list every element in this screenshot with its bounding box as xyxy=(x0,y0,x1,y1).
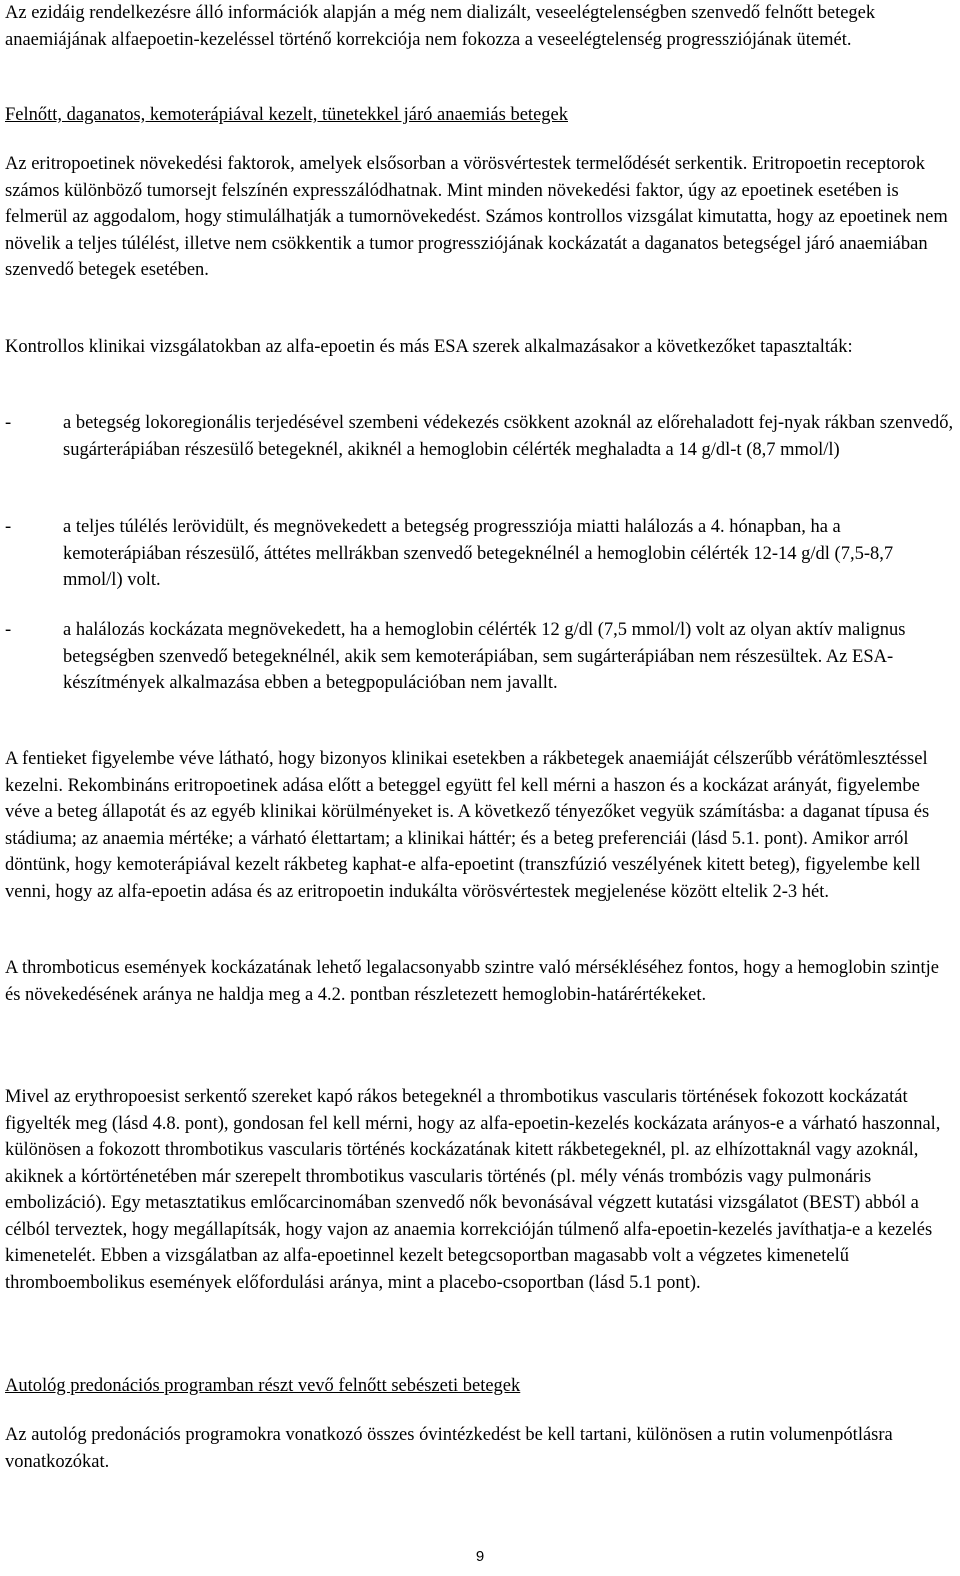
page-number: 9 xyxy=(475,1548,485,1565)
paragraph-intro: Az ezidáig rendelkezésre álló információk alapján a még nem dializált, veseelégtelenségben szenvedő felnőtt betegek anaemiájának alfaepoetin-kezeléssel történő korrekciója nem fokozza a veseelégtelenség progressziójának ütemét. xyxy=(5,3,876,50)
paragraph-growth-factors: Az eritropoetinek növekedési faktorok, amelyek elsősorban a vörösvértestek termelődését serkentik. Eritropoetin receptorok számos különböző tumorsejt felszínén expresszálódhatnak. Mint minden növekedési faktor, úgy az epoetinek esetében is felmerül az aggodalom, hogy stimulálhatják a tumornövekedést. Számos kontrollos vizsgálat kimutatta, hogy az epoetinek nem növelik a teljes túlélést, illetve nem csökkentik a tumor progressziójának kockázatát a daganatos betegségel járó anaemiában szenvedő betegek esetében. xyxy=(5,154,948,280)
paragraph-clinical-trials: Kontrollos klinikai vizsgálatokban az alfa-epoetin és más ESA szerek alkalmazásakor a következőket tapasztalták: xyxy=(5,337,853,357)
list-dash: - xyxy=(5,620,12,640)
list-item-text: a teljes túlélés lerövidült, és megnövekedett a betegség progressziója miatti halálozás a 4. hónapban, ha a kemoterápiában részesülő, áttétes mellrákban szenvedő betegeknélnél a hemoglobin célérték 12-14 g/dl (7,5-8,7 mmol/l) volt. xyxy=(63,517,894,590)
list-dash: - xyxy=(5,517,12,537)
section-heading-autologous: Autológ predonációs programban részt vevő felnőtt sebészeti betegek xyxy=(5,1376,521,1396)
paragraph-best-study: Mivel az erythropoesist serkentő szereket kapó rákos betegeknél a thrombotikus vascularis történések fokozott kockázatát figyelték meg (lásd 4.8. pont), gondosan fel kell mérni, hogy az alfa-epoetin-kezelés kockázata arányos-e a várható haszonnal, különösen a fokozott thrombotikus vascularis történés kockázatának kitett rákbetegeknél, pl. az elhízottaknál vagy azoknál, akiknek a kórtörténetében már szerepelt thrombotikus vascularis történés (pl. mély vénás trombózis vagy pulmonáris embolizáció). Egy metasztatikus emlőcarcinomában szenvedő nők bevonásával végzett kutatási vizsgálatot (BEST) abból a célból terveztek, hogy megállapítsák, hogy vajon az anaemia korrekcióján túlmenő alfa-epoetin-kezelés javíthatja-e a kezelés kimenetelét. Ebben a vizsgálatban az alfa-epoetinnel kezelt betegcsoportban magasabb volt a végzetes kimenetelű thromboembolikus események előfordulási aránya, mint a placebo-csoportban (lásd 5.1 pont). xyxy=(5,1087,941,1293)
paragraph-thrombotic-risk: A thromboticus események kockázatának lehető legalacsonyabb szintre való mérsékléséhez fontos, hogy a hemoglobin szintje és növekedésének aránya ne haldja meg a 4.2. pontban részletezett hemoglobin-határértékeket. xyxy=(5,958,939,1005)
list-item-text: a betegség lokoregionális terjedésével szembeni védekezés csökkent azoknál az előrehaladott fej-nyak rákban szenvedő, sugárterápiában részesülő betegeknél, akiknél a hemoglobin célérték meghaladta a 14 g/dl-t (8,7 mmol/l) xyxy=(63,413,954,460)
paragraph-transfusion: A fentieket figyelembe véve látható, hogy bizonyos klinikai esetekben a rákbetegek anaemiáját célszerűbb vérátömlesztéssel kezelni. Rekombináns eritropoetinek adása előtt a beteggel együtt fel kell mérni a haszon és a kockázat arányát, figyelembe véve a beteg állapotát és az egyéb klinikai körülményeket is. A következő tényezőket vegyük számításba: a daganat típusa és stádiuma; az anaemia mértéke; a várható élettartam; a klinikai háttér; és a beteg preferenciái (lásd 5.1. pont). Amikor arról döntünk, hogy kemoterápiával kezelt rákbeteg kaphat-e alfa-epoetint (transzfúzió veszélyének kitett beteg), figyelembe kell venni, hogy az alfa-epoetin adása és az eritropoetin indukálta vörösvértestek megjelenése között eltelik 2-3 hét. xyxy=(5,749,930,902)
list-dash: - xyxy=(5,413,12,433)
paragraph-predonation: Az autológ predonációs programokra vonatkozó összes óvintézkedést be kell tartani, különösen a rutin volumenpótlásra vonatkozókat. xyxy=(5,1425,893,1472)
document-page xyxy=(5,0,955,1576)
list-item-text: a halálozás kockázata megnövekedett, ha a hemoglobin célérték 12 g/dl (7,5 mmol/l) volt az olyan aktív malignus betegségben szenvedő betegeknélnél, akik sem kemoterápiában, sem sugárterápiában nem részesültek. Az ESA-készítmények alkalmazása ebben a betegpopulációban nem javallt. xyxy=(63,620,906,693)
section-heading-oncology: Felnőtt, daganatos, kemoterápiával kezelt, tünetekkel járó anaemiás betegek xyxy=(5,105,568,125)
